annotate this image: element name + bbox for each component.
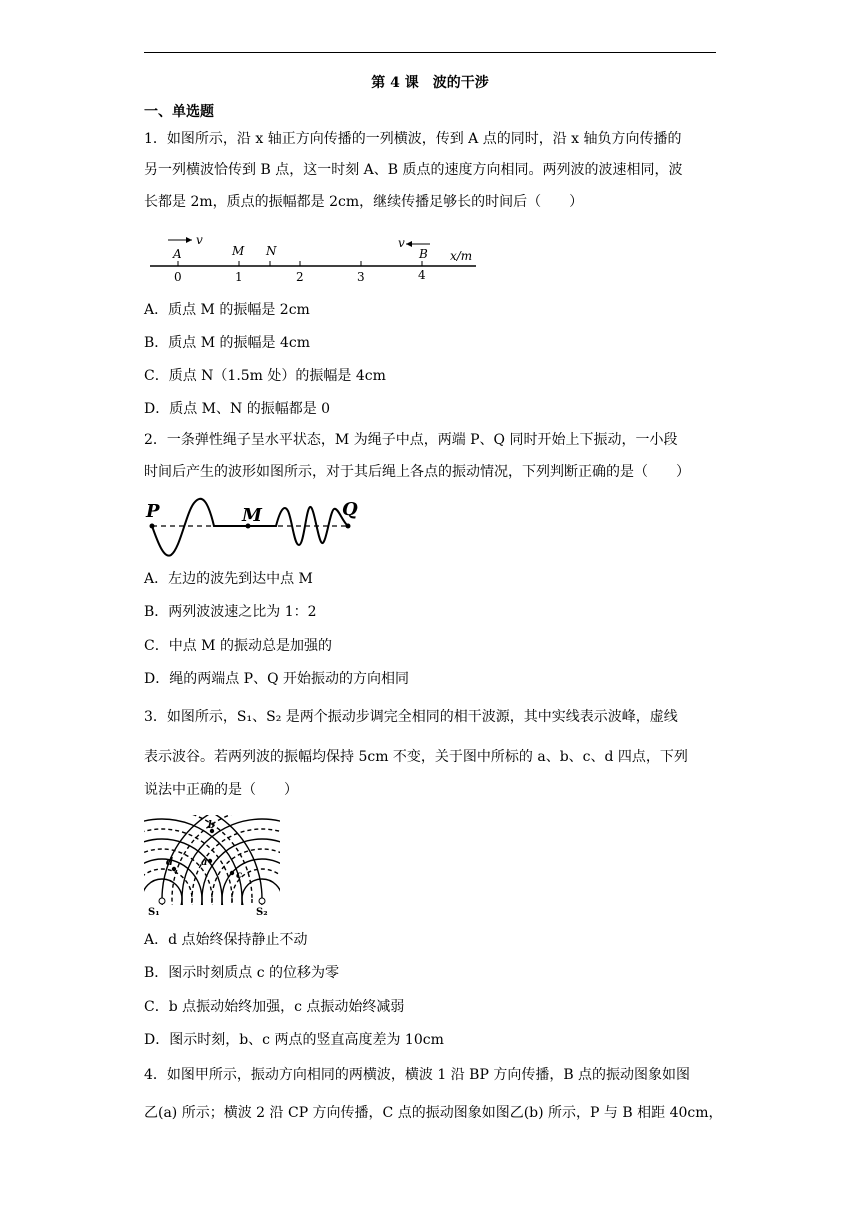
q1-option-b: B．质点 M 的振幅是 4cm (144, 335, 310, 351)
q1-v-right: v (398, 236, 405, 250)
q2-option-a: A．左边的波先到达中点 M (144, 571, 313, 587)
q1-tick-4: 4 (418, 268, 426, 282)
q3-label-d: d (166, 857, 173, 868)
q1-tick-1: 1 (235, 270, 243, 284)
q2-option-c: C．中点 M 的振动总是加强的 (144, 638, 332, 654)
q1-figure-axis (144, 230, 484, 290)
q3-label-a: a (201, 857, 208, 868)
q1-option-c: C．质点 N（1.5m 处）的振幅是 4cm (144, 368, 386, 384)
q3-label-s2: S₂ (256, 907, 268, 917)
q3-option-a: A．d 点始终保持静止不动 (144, 932, 308, 948)
q2-line-2: 时间后产生的波形如图所示，对于其后绳上各点的振动情况，下列判断正确的是（ ） (144, 464, 690, 480)
header-rule (144, 52, 716, 53)
q1-label-a: A (173, 247, 182, 261)
q2-label-p: P (146, 501, 160, 522)
q1-line-1: 1．如图所示，沿 x 轴正方向传播的一列横波，传到 A 点的同时，沿 x 轴负方向传播的 (144, 131, 682, 147)
q1-option-a: A．质点 M 的振幅是 2cm (144, 302, 310, 318)
q3-option-b: B．图示时刻质点 c 的位移为零 (144, 965, 340, 981)
q2-option-d: D．绳的两端点 P、Q 开始振动的方向相同 (144, 671, 410, 687)
q3-label-c: c (236, 870, 243, 881)
q1-label-m: M (232, 244, 245, 258)
q3-option-d: D．图示时刻，b、c 两点的竖直高度差为 10cm (144, 1032, 444, 1048)
q3-line-1: 3．如图所示，S₁、S₂ 是两个振动步调完全相同的相干波源，其中实线表示波峰，虚线 (144, 709, 678, 725)
section-heading: 一、单选题 (144, 104, 214, 120)
q3-label-b: b (208, 820, 215, 831)
q1-option-d: D．质点 M、N 的振幅都是 0 (144, 401, 331, 417)
q1-v-left: v (196, 233, 203, 247)
q3-figure-interference (144, 815, 280, 917)
q2-label-m: M (242, 505, 262, 526)
q3-line-2: 表示波谷。若两列波的振幅均保持 5cm 不变，关于图中所标的 a、b、c、d 四点，下列 (144, 749, 688, 765)
q4-line-1: 4．如图甲所示，振动方向相同的两横波，横波 1 沿 BP 方向传播，B 点的振动图象如图 (144, 1067, 691, 1083)
q3-option-c: C．b 点振动始终加强，c 点振动始终减弱 (144, 999, 405, 1015)
q2-line-1: 2．一条弹性绳子呈水平状态，M 为绳子中点，两端 P、Q 同时开始上下振动，一小段 (144, 432, 678, 448)
q2-figure-rope (144, 493, 364, 563)
q2-option-b: B．两列波波速之比为 1：2 (144, 604, 317, 620)
q1-tick-3: 3 (357, 270, 365, 284)
q3-label-s1: S₁ (148, 907, 160, 917)
q3-line-3: 说法中正确的是（ ） (144, 782, 298, 798)
q1-label-b: B (419, 247, 428, 261)
q1-tick-0: 0 (174, 270, 182, 284)
q1-label-n: N (266, 244, 277, 258)
q4-line-2: 乙(a) 所示；横波 2 沿 CP 方向传播，C 点的振动图象如图乙(b) 所示，P 与 B 相距 40cm， (144, 1105, 723, 1121)
q2-label-q: Q (342, 499, 358, 520)
page-title: 第 4 课 波的干涉 (371, 75, 489, 91)
q1-line-2: 另一列横波恰传到 B 点，这一时刻 A、B 质点的速度方向相同。两列波的波速相同，波 (144, 162, 683, 178)
q1-tick-2: 2 (296, 270, 304, 284)
q1-axis-label: x/m (450, 249, 473, 263)
q1-line-3: 长都是 2m，质点的振幅都是 2cm，继续传播足够长的时间后（ ） (144, 194, 584, 210)
